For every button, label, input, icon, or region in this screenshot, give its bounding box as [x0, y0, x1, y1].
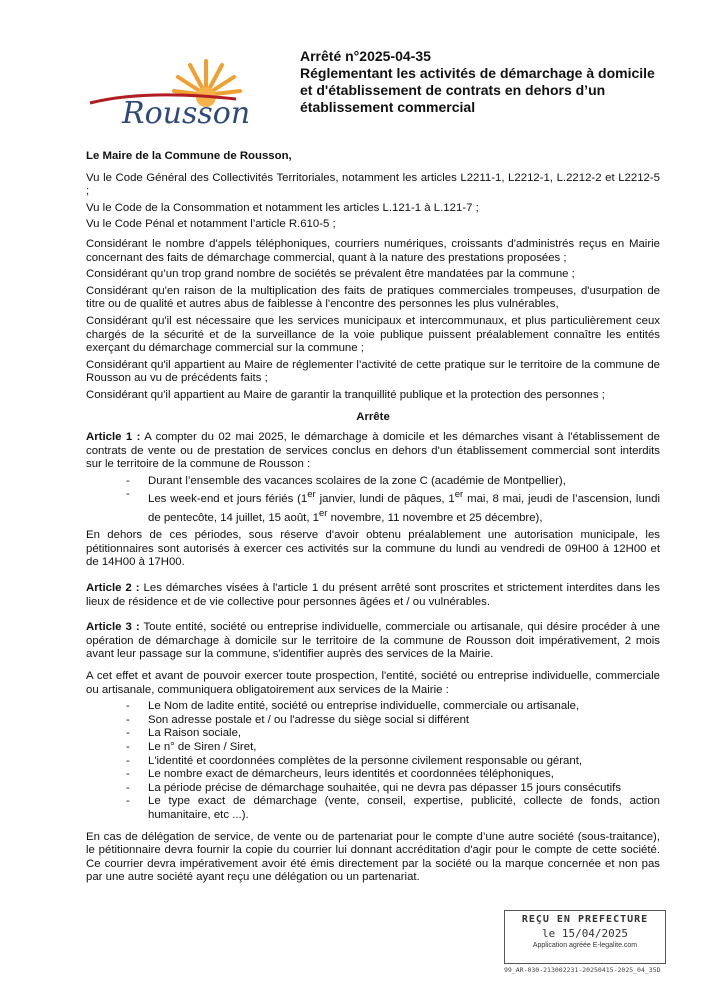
- decree-body: [86, 150, 660, 888]
- rousson-logo: [86, 55, 251, 130]
- list-item: - L'identité et coordonnées complètes de la personne civilement responsable ou gérant,: [86, 755, 660, 769]
- article-3: [86, 621, 660, 662]
- list-item: - Le Nom de ladite entité, société ou entreprise individuelle, commerciale ou artisanale,: [86, 700, 660, 714]
- article-1-list: [86, 475, 660, 525]
- article-label: Article 3 :: [86, 621, 140, 634]
- considerant-clause: Considérant qu'il est nécessaire que les services municipaux et intercommunaux, et plus particulièrement ceux chargés de la sécurité et de la surveillance de la voie publique puissent préalablement connaître les entités exerçant du démarchage commercial sur la commune ;: [86, 314, 660, 355]
- vu-clause: Vu le Code Pénal et notamment l’article R.610-5 ;: [86, 218, 336, 231]
- stamp-application: Application agréée E-legalite.com: [532, 942, 638, 949]
- logo-graphic: [86, 55, 251, 130]
- considerant-clause: Considérant qu'il appartient au Maire de garantir la tranquillité publique et la protection des personnes ;: [86, 388, 605, 401]
- mayor-heading: Le Maire de la Commune de Rousson,: [86, 150, 292, 162]
- list-item: - Durant l’ensemble des vacances scolaires de la zone C (académie de Montpellier),: [86, 475, 660, 489]
- list-item: - La Raison sociale,: [86, 727, 660, 741]
- article-1: [86, 431, 660, 472]
- article-label: Article 2 :: [86, 582, 140, 595]
- considerant-clause: Considérant qu'en raison de la multiplication des faits de pratiques commerciales trompeuses, d'usurpation de titre ou de qualité et autres abus de faiblesse à l'encontre des personnes les plus vulnérables,: [86, 284, 660, 311]
- stamp-received: REÇU EN PREFECTURE: [521, 914, 649, 925]
- article-text: Les démarches visées à l'article 1 du présent arrêté sont proscrites et strictement interdites dans les lieux de résidence et de vie collective pour personnes âgées et / ou vulnérables.: [86, 582, 660, 608]
- logo-text: Rousson: [122, 96, 251, 130]
- considerant-clause: Considérant le nombre d'appels téléphoniques, courriers numériques, croissants d'administrés reçus en Mairie concernant des faits de démarchage commercial, quant à la nature des prestations proposées ;: [86, 237, 660, 264]
- vu-clause: Vu le Code de la Consommation et notamment les articles L.121-1 à L.121-7 ;: [86, 201, 479, 214]
- article-text: Toute entité, société ou entreprise individuelle, commerciale ou artisanale, qui désire procéder à une opération de démarchage à domicile sur le territoire de la commune de Rousson doit impérativement, 2 mois avant leur passage sur la commune, s'identifier auprès des services de la Mairie.: [86, 621, 660, 661]
- decree-subject-line: et d'établissement de contrats en dehors d’un: [300, 82, 606, 98]
- article-2: [86, 582, 660, 609]
- list-item: - Le type exact de démarchage (vente, conseil, expertise, publicité, collecte de fonds, action humanitaire, etc ...).: [86, 795, 660, 822]
- decree-subject-line: établissement commercial: [300, 99, 476, 115]
- vu-clause: Vu le Code Général des Collectivités Territoriales, notamment les articles L2211-1, L2212-1, L.2212-2 et L2212-5 ;: [86, 171, 660, 198]
- article-3-list: [86, 700, 660, 822]
- arrete-heading: Arrête: [356, 410, 390, 423]
- decree-number: Arrêté n°2025-04-35: [300, 48, 431, 64]
- stamp-date: le 15/04/2025: [541, 927, 629, 940]
- article-text: A compter du 02 mai 2025, le démarchage à domicile et les démarches visant à l'établissement de contrats de vente ou de prestation de services conclus en dehors d'un établissement commercial sont interdits sur le territoire de la commune de Rousson :: [86, 431, 660, 471]
- article-1-exception: En dehors de ces périodes, sous réserve d'avoir obtenu préalablement une autorisation municipale, les pétitionnaires sont autorisés à exercer ces activités sur la commune du lundi au vendredi de 09H00 à 12H00 et de 14H00 à 17H00.: [86, 529, 660, 569]
- article-3-requirements: A cet effet et avant de pouvoir exercer toute prospection, l'entité, société ou entreprise individuelle, commerciale ou artisanale, communiquera obligatoirement aux services de la Mairie :: [86, 670, 660, 696]
- list-item: - Les week-end et jours fériés (1er janvier, lundi de pâques, 1er mai, 8 mai, jeudi de l’ascension, lundi de pentecôte, 14 juillet, 15 août, 1er novembre, 11 novembre et 25 décembre),: [86, 488, 660, 525]
- list-item: - Le nombre exact de démarcheurs, leurs identités et coordonnées téléphoniques,: [86, 768, 660, 782]
- list-item: - Son adresse postale et / ou l'adresse du siège social si différent: [86, 714, 660, 728]
- considerant-clause: Considérant qu'il appartient au Maire de réglementer l’activité de cette pratique sur le territoire de la commune de Rousson au vu de précédents faits ;: [86, 358, 660, 385]
- prefecture-stamp: [504, 910, 666, 964]
- decree-subject-line: Réglementant les activités de démarchage à domicile: [300, 65, 655, 81]
- decree-title: [300, 48, 670, 116]
- article-label: Article 1 :: [86, 431, 141, 444]
- considerant-clause: Considérant qu’un trop grand nombre de sociétés se prévalent être mandatées par la commune ;: [86, 268, 575, 281]
- list-item: - Le n° de Siren / Siret,: [86, 741, 660, 755]
- article-3-delegation: En cas de délégation de service, de vente ou de partenariat pour le compte d’une autre société (sous-traitance), le pétitionnaire devra fournir la copie du courrier lui donnant accréditation d'agir pour le compte de cette société. Ce courrier devra impérativement avoir été émis directement par la société ou la marque concernée et non pas par une autre société ayant reçu une délégation ou un partenariat.: [86, 830, 660, 884]
- list-item: - La période précise de démarchage souhaitée, qui ne devra pas dépasser 15 jours consécutifs: [86, 782, 660, 796]
- stamp-reference: 99_AR-030-213002231-20250415-2025_04_35D: [504, 966, 661, 974]
